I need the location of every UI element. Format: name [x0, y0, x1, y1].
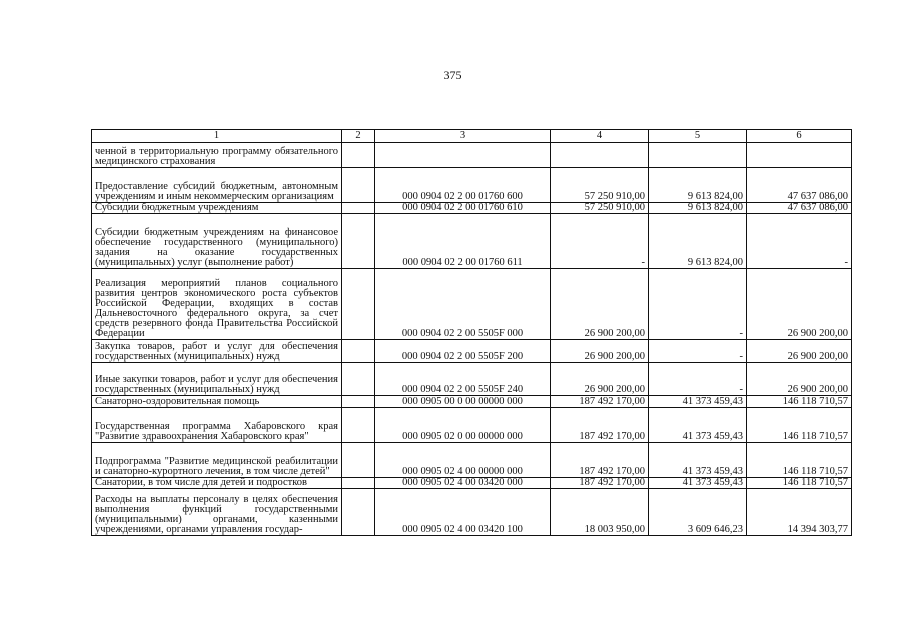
row-col2-cell [342, 143, 375, 168]
row-name-cell: Санатории, в том числе для детей и подростков [92, 478, 342, 489]
table-row [92, 340, 852, 363]
row-col2-cell [342, 269, 375, 340]
row-name-cell: Субсидии бюджетным учреждениям на финансовое обеспечение государственного (муниципального) задания на оказание государственных (муниципальных) услуг (выполнение работ) [92, 214, 342, 269]
row-name-cell: Иные закупки товаров, работ и услуг для обеспечения государственных (муниципальных) нужд [92, 363, 342, 396]
row-value-6-cell: 146 118 710,57 [747, 396, 852, 408]
row-value-6-cell: - [747, 214, 852, 269]
table-row [92, 408, 852, 443]
row-value-4-cell: - [551, 214, 649, 269]
row-value-5-cell: 41 373 459,43 [649, 396, 747, 408]
row-code-cell: 000 0905 02 0 00 00000 000 [375, 408, 551, 443]
row-name-cell: Расходы на выплаты персоналу в целях обеспечения выполнения функций государственными (муниципальными) органами, казенными учреждениями, органами управления государ- [92, 489, 342, 536]
row-col2-cell [342, 489, 375, 536]
row-name-cell: Подпрограмма "Развитие медицинской реабилитации и санаторно-курортного лечения, в том числе детей" [92, 443, 342, 478]
row-col2-cell [342, 408, 375, 443]
table-row [92, 214, 852, 269]
row-col2-cell [342, 168, 375, 203]
row-value-6-cell: 14 394 303,77 [747, 489, 852, 536]
row-code-cell: 000 0904 02 2 00 01760 611 [375, 214, 551, 269]
row-name-cell: Реализация мероприятий планов социального развития центров экономического роста субъектов Российской Федерации, входящих в состав Дальневосточного федерального округа, за счет средств резервного фонда Правительства Российской Федерации [92, 269, 342, 340]
row-col2-cell [342, 478, 375, 489]
header-col-2: 2 [342, 130, 375, 143]
table-row [92, 168, 852, 203]
table-row [92, 143, 852, 168]
row-name-cell: Закупка товаров, работ и услуг для обеспечения государственных (муниципальных) нужд [92, 340, 342, 363]
row-value-6-cell: 47 637 086,00 [747, 203, 852, 214]
row-name-cell: Субсидии бюджетным учреждениям [92, 203, 342, 214]
row-code-cell: 000 0905 02 4 00 00000 000 [375, 443, 551, 478]
row-col2-cell [342, 214, 375, 269]
row-value-5-cell: 9 613 824,00 [649, 203, 747, 214]
row-value-5-cell: 41 373 459,43 [649, 443, 747, 478]
row-value-6-cell: 26 900 200,00 [747, 269, 852, 340]
row-value-5-cell: - [649, 363, 747, 396]
table-body [92, 143, 852, 536]
row-value-6-cell: 146 118 710,57 [747, 408, 852, 443]
row-code-cell: 000 0904 02 2 00 01760 600 [375, 168, 551, 203]
row-code-cell: 000 0905 00 0 00 00000 000 [375, 396, 551, 408]
table-row [92, 203, 852, 214]
row-value-6-cell: 26 900 200,00 [747, 340, 852, 363]
row-col2-cell [342, 396, 375, 408]
row-code-cell: 000 0904 02 2 00 5505F 240 [375, 363, 551, 396]
row-value-5-cell: 3 609 646,23 [649, 489, 747, 536]
row-col2-cell [342, 363, 375, 396]
table-row [92, 363, 852, 396]
row-value-4-cell [551, 143, 649, 168]
row-name-cell: Государственная программа Хабаровского края "Развитие здравоохранения Хабаровского края" [92, 408, 342, 443]
header-col-4: 4 [551, 130, 649, 143]
row-name-cell: Предоставление субсидий бюджетным, автономным учреждениям и иным некоммерческим организациям [92, 168, 342, 203]
row-col2-cell [342, 340, 375, 363]
row-code-cell [375, 143, 551, 168]
row-value-5-cell: - [649, 340, 747, 363]
page-number: 375 [443, 68, 462, 82]
row-name-cell: Санаторно-оздоровительная помощь [92, 396, 342, 408]
row-value-6-cell: 26 900 200,00 [747, 363, 852, 396]
row-value-4-cell: 187 492 170,00 [551, 396, 649, 408]
header-col-6: 6 [747, 130, 852, 143]
row-value-4-cell: 187 492 170,00 [551, 478, 649, 489]
row-code-cell: 000 0905 02 4 00 03420 100 [375, 489, 551, 536]
row-value-4-cell: 57 250 910,00 [551, 168, 649, 203]
row-value-6-cell [747, 143, 852, 168]
table-row [92, 478, 852, 489]
row-value-5-cell: 9 613 824,00 [649, 168, 747, 203]
row-col2-cell [342, 203, 375, 214]
row-value-4-cell: 26 900 200,00 [551, 340, 649, 363]
row-value-4-cell: 26 900 200,00 [551, 363, 649, 396]
row-value-6-cell: 146 118 710,57 [747, 443, 852, 478]
header-col-1: 1 [92, 130, 342, 143]
header-row [92, 130, 852, 143]
row-name-cell: ченной в территориальную программу обязательного медицинского страхования [92, 143, 342, 168]
header-col-3: 3 [375, 130, 551, 143]
row-code-cell: 000 0904 02 2 00 01760 610 [375, 203, 551, 214]
row-value-6-cell: 47 637 086,00 [747, 168, 852, 203]
row-code-cell: 000 0904 02 2 00 5505F 200 [375, 340, 551, 363]
row-value-5-cell: 41 373 459,43 [649, 478, 747, 489]
row-value-5-cell [649, 143, 747, 168]
row-value-5-cell: 9 613 824,00 [649, 214, 747, 269]
table-row [92, 396, 852, 408]
row-value-5-cell: 41 373 459,43 [649, 408, 747, 443]
table-row [92, 269, 852, 340]
row-value-6-cell: 146 118 710,57 [747, 478, 852, 489]
budget-table [91, 129, 852, 536]
row-value-4-cell: 57 250 910,00 [551, 203, 649, 214]
row-col2-cell [342, 443, 375, 478]
row-value-4-cell: 187 492 170,00 [551, 443, 649, 478]
row-value-4-cell: 18 003 950,00 [551, 489, 649, 536]
table-row [92, 443, 852, 478]
row-value-4-cell: 26 900 200,00 [551, 269, 649, 340]
row-value-5-cell: - [649, 269, 747, 340]
row-code-cell: 000 0904 02 2 00 5505F 000 [375, 269, 551, 340]
table-row [92, 489, 852, 536]
row-code-cell: 000 0905 02 4 00 03420 000 [375, 478, 551, 489]
row-value-4-cell: 187 492 170,00 [551, 408, 649, 443]
header-col-5: 5 [649, 130, 747, 143]
